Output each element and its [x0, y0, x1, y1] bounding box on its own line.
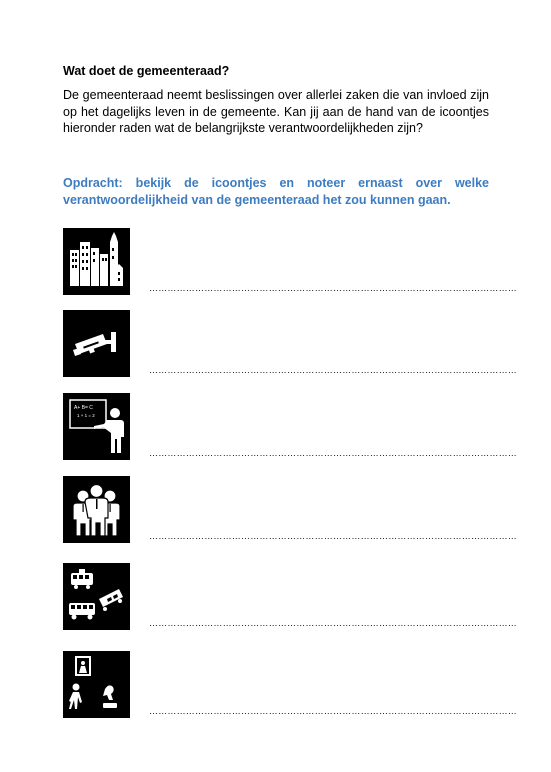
- answer-line[interactable]: …………………………………………………………………………………………………………: [149, 283, 517, 293]
- answer-line[interactable]: …………………………………………………………………………………………………………: [149, 531, 517, 541]
- worksheet-row-camera: [63, 310, 517, 378]
- museum-art-icon: [63, 651, 130, 718]
- worksheet-row-city: [63, 228, 517, 296]
- teacher-blackboard-icon: [63, 393, 130, 460]
- worksheet-row-culture: [63, 651, 517, 719]
- answer-line[interactable]: …………………………………………………………………………………………………………: [149, 365, 517, 375]
- worksheet-row-education: [63, 393, 517, 461]
- security-camera-icon: [63, 310, 130, 377]
- city-buildings-icon: [63, 228, 130, 295]
- answer-line[interactable]: …………………………………………………………………………………………………………: [149, 618, 517, 628]
- intro-paragraph: De gemeenteraad neemt beslissingen over allerlei zaken die van invloed zijn op het dagelijks leven in de gemeente. Kan jij aan de hand van de icoontjes hieronder raden wat de belangrijkste verantwoordelijkheden zijn?: [63, 88, 489, 135]
- answer-line[interactable]: …………………………………………………………………………………………………………: [149, 448, 517, 458]
- worksheet-row-transport: [63, 563, 517, 631]
- answer-line[interactable]: …………………………………………………………………………………………………………: [149, 706, 517, 716]
- page-title: Wat doet de gemeenteraad?: [63, 64, 230, 78]
- public-transport-icon: [63, 563, 130, 630]
- assignment-instruction: Opdracht: bekijk de icoontjes en noteer ernaast over welke verantwoordelijkheid van de gemeenteraad het zou kunnen gaan.: [63, 176, 489, 207]
- blackboard-text-2: 1 + 1 = 2: [77, 413, 95, 418]
- blackboard-text-1: A+ B= C: [74, 405, 93, 411]
- worksheet-row-people: [63, 476, 517, 544]
- people-group-icon: [63, 476, 130, 543]
